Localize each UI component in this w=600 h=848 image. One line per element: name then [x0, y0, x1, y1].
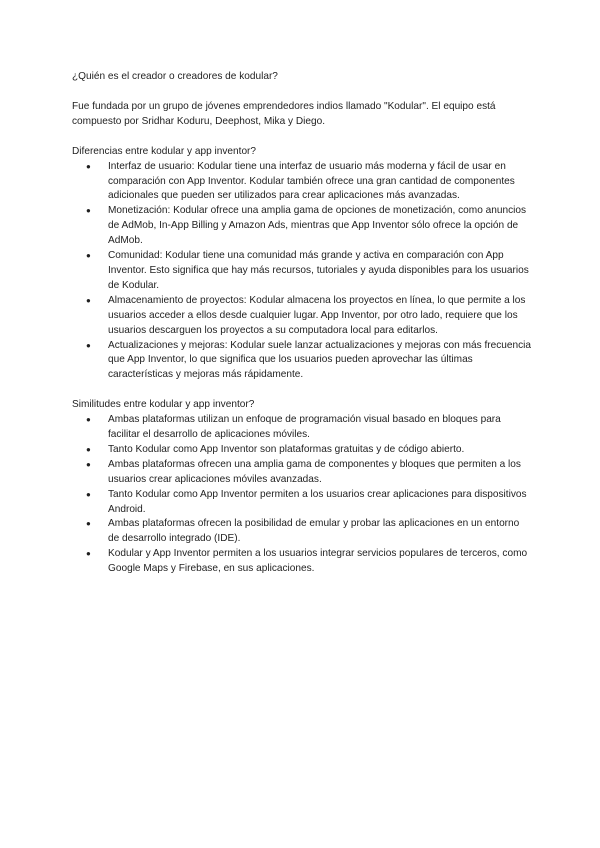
differences-heading: Diferencias entre kodular y app inventor?	[72, 145, 257, 157]
spacer	[72, 85, 532, 100]
bullet-icon: ●	[86, 489, 91, 499]
list-item-text: Monetización: Kodular ofrece una amplia gama de opciones de monetización, como anuncios de AdMob, In-App Billing y Amazon Ads, mientras que App Inventor sólo ofrece la opción de AdMob.	[108, 205, 527, 247]
answer-creator: Fue fundada por un grupo de jóvenes emprendedores indios llamado "Kodular". El equipo está compuesto por Sridhar Koduru, Deephost, Mika y Diego.	[72, 100, 496, 127]
document-page	[72, 70, 532, 577]
list-item-text: Tanto Kodular como App Inventor permiten a los usuarios crear aplicaciones para dispositivos Android.	[108, 488, 527, 515]
spacer	[72, 130, 532, 145]
list-item-text: Ambas plataformas ofrecen la posibilidad de emular y probar las aplicaciones en un entorno de desarrollo integrado (IDE).	[108, 518, 520, 545]
list-item	[72, 443, 532, 458]
list-item-text: Kodular y App Inventor permiten a los usuarios integrar servicios populares de terceros, como Google Maps y Firebase, en sus aplicaciones.	[108, 548, 528, 575]
list-item-text: Actualizaciones y mejoras: Kodular suele lanzar actualizaciones y mejoras con más frecuencia que App Inventor, lo que significa que los usuarios pueden aprovechar las últimas características y mejoras más rápidamente.	[108, 339, 532, 381]
list-item-text: Tanto Kodular como App Inventor son plataformas gratuitas y de código abierto.	[108, 443, 465, 455]
list-item	[72, 547, 532, 577]
list-item	[72, 249, 532, 294]
bullet-icon: ●	[86, 519, 91, 529]
bullet-icon: ●	[86, 549, 91, 559]
list-item	[72, 204, 532, 249]
similarities-list	[72, 413, 532, 577]
bullet-icon: ●	[86, 415, 91, 425]
list-item-text: Comunidad: Kodular tiene una comunidad más grande y activa en comparación con App Inventor. Esto significa que hay más recursos, tutoriales y ayuda disponibles para los usuarios de Kodular.	[108, 250, 529, 291]
list-item	[72, 517, 532, 547]
bullet-icon: ●	[86, 251, 91, 261]
list-item-text: Ambas plataformas ofrecen una amplia gama de componentes y bloques que permiten a los usuarios crear aplicaciones móviles avanzadas.	[108, 458, 521, 485]
list-item-text: Almacenamiento de proyectos: Kodular almacena los proyectos en línea, lo que permite a los usuarios acceder a ellos desde cualquier lugar. App Inventor, por otro lado, requiere que los usuarios descarguen los proyectos a su computadora local para editarlos.	[108, 294, 526, 336]
spacer	[72, 383, 532, 398]
bullet-icon: ●	[86, 459, 91, 469]
bullet-icon: ●	[86, 340, 91, 350]
similarities-heading: Similitudes entre kodular y app inventor?	[72, 399, 255, 411]
list-item	[72, 160, 532, 205]
list-item	[72, 488, 532, 518]
list-item	[72, 413, 532, 443]
bullet-icon: ●	[86, 295, 91, 305]
list-item-text: Interfaz de usuario: Kodular tiene una interfaz de usuario más moderna y fácil de usar en comparación con App Inventor. Kodular también ofrece una gran cantidad de componentes adicionales que pueden ser utilizados para crear aplicaciones más avanzadas.	[108, 160, 515, 202]
list-item	[72, 294, 532, 339]
list-item	[72, 458, 532, 488]
question-creator: ¿Quién es el creador o creadores de kodular?	[72, 71, 278, 82]
list-item	[72, 339, 532, 384]
bullet-icon: ●	[86, 444, 91, 454]
list-item-text: Ambas plataformas utilizan un enfoque de programación visual basado en bloques para facilitar el desarrollo de aplicaciones móviles.	[108, 414, 501, 441]
differences-list	[72, 160, 532, 384]
bullet-icon: ●	[86, 161, 91, 171]
bullet-icon: ●	[86, 206, 91, 216]
